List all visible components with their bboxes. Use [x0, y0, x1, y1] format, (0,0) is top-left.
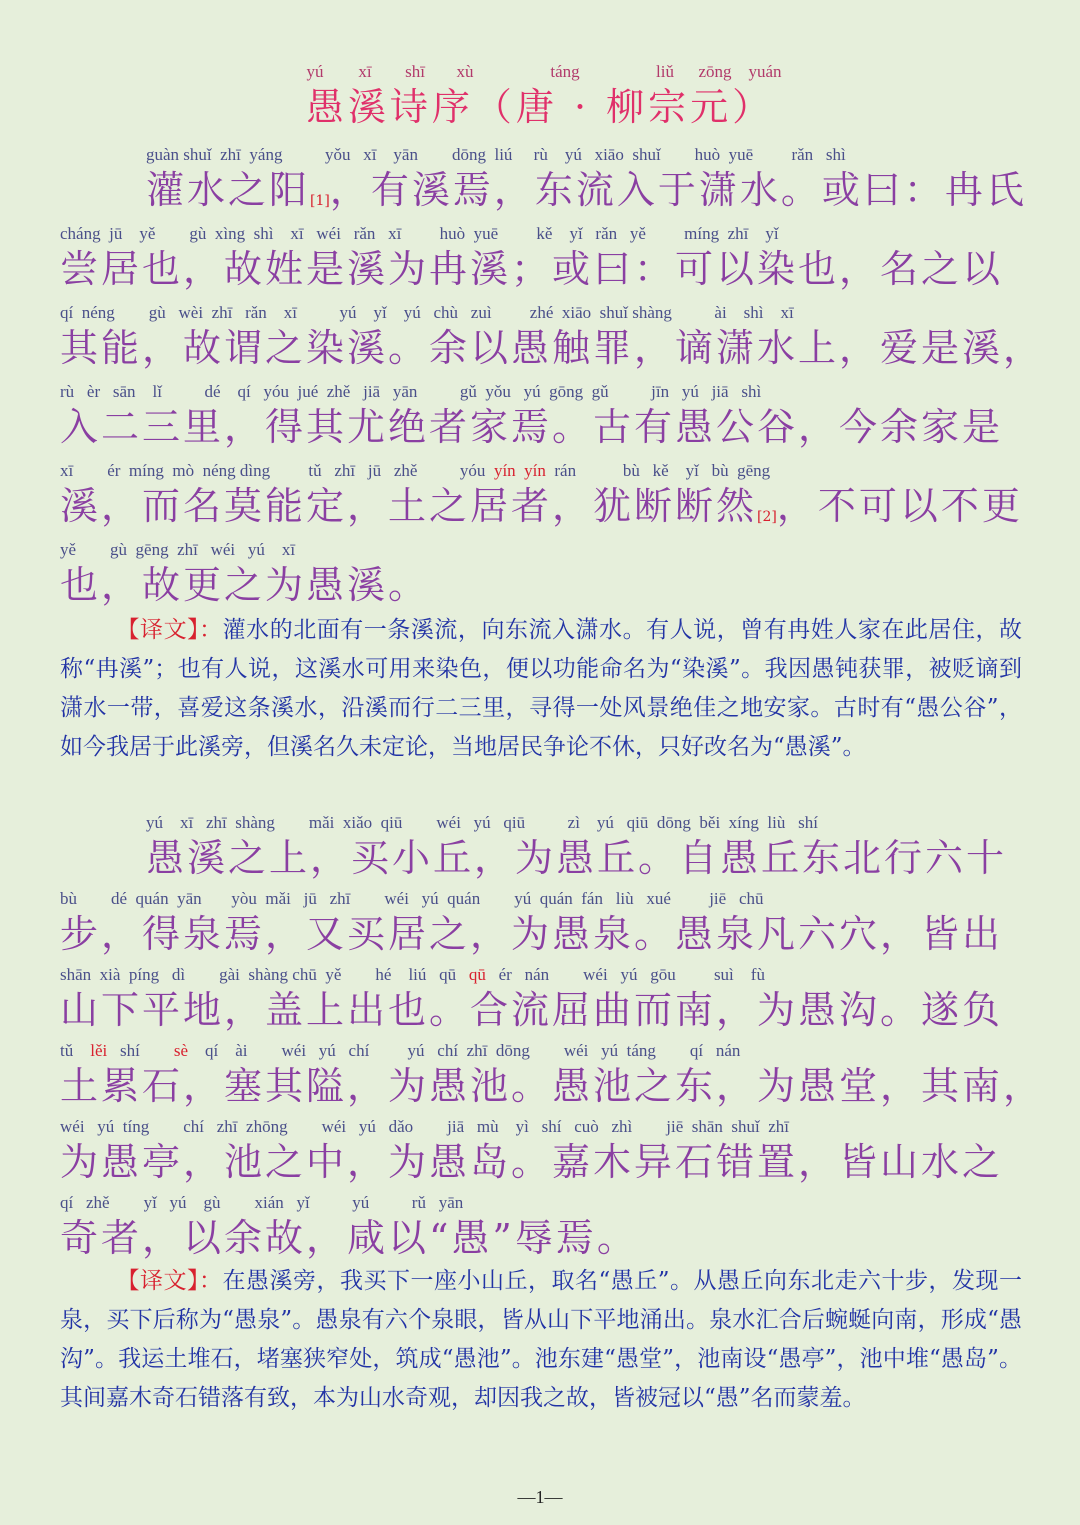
pinyin-line: rù èr sān lǐ dé qí yóu jué zhě jiā yān gǔ yǒu yú gōng gǔ jīn yú jiā shì: [60, 382, 762, 401]
title-block: [0, 62, 1080, 130]
pinyin-line: shān xià píng dì gài shàng chū yě hé liú qū qū ér nán wéi yú gōu suì fù: [60, 965, 765, 984]
line-segment: 灌水之阳[1]，有溪焉，东流入于潇水。或曰：冉氏: [146, 168, 1027, 212]
verse-line: [60, 813, 1022, 881]
classical-line: 尝居也，故姓是溪为冉溪；或曰：可以染也，名之以: [60, 247, 1004, 291]
classical-line: 山下平地，盖上出也。合流屈曲而南，为愚沟。遂负: [60, 988, 1004, 1032]
title-pinyin-syllable: liǔ: [656, 62, 674, 81]
classical-line: [60, 167, 1027, 224]
verse-line: [60, 1117, 1022, 1185]
title-pinyin-syllable: shī: [405, 62, 425, 81]
translation-label: 【译文】：: [116, 617, 223, 643]
classical-line: 土累石，塞其隘，为愚池。愚池之东，为愚堂，其南，: [60, 1064, 1045, 1108]
translation-text: 灌水的北面有一条溪流，向东流入潇水。有人说，曾有冉姓人家在此居住，故称“冉溪”；也有人说，这溪水可用来染色，便以功能命名为“染溪”。我因愚钝获罪，被贬谪到潇水一带，喜爱这条溪水，沿溪而行二三里，寻得一处风景绝佳之地安家。古时有“愚公谷”，如今我居于此溪旁，但溪名久未定论，当地居民争论不休，只好改名为“愚溪”。: [60, 617, 1023, 760]
verse-line: [60, 965, 1022, 1033]
classical-line: 入二三里，得其尤绝者家焉。古有愚公谷，今余家是: [60, 405, 1004, 449]
verse-line: [60, 1041, 1045, 1109]
classical-line: 溪，而名莫能定，土之居者，犹断断然[2]，不可以不更: [60, 484, 1023, 528]
title-pinyin-syllable: táng: [550, 62, 580, 81]
page-number: —1—: [517, 1487, 563, 1507]
pinyin-line: guàn shuǐ zhī yáng yǒu xī yān dōng liú rù yú xiāo shuǐ huò yuē rǎn shì: [146, 145, 846, 164]
title-pinyin-syllable: [490, 62, 540, 84]
verse-line: [60, 382, 1022, 450]
classical-line: 为愚亭，池之中，为愚岛。嘉木异石错置，皆山水之: [60, 1140, 1004, 1184]
classical-line: 愚溪之上，买小丘，为愚丘。自愚丘东北行六十: [146, 836, 1008, 880]
translation-paragraph: [60, 1262, 1022, 1418]
pinyin-line: bù dé quán yān yòu mǎi jū zhī wéi yú quán yú quán fán liù xué jiē chū: [60, 889, 764, 908]
classical-line: 其能，故谓之染溪。余以愚触罪，谪潇水上，爱是溪，: [60, 326, 1045, 370]
pinyin-line: yě gù gēng zhī wéi yú xī: [60, 540, 296, 559]
title-pinyin-syllable: xī: [358, 62, 372, 81]
verse-line: [60, 224, 1022, 292]
pinyin-line: cháng jū yě gù xìng shì xī wéi rǎn xī huò yuē kě yǐ rǎn yě míng zhī yǐ: [60, 224, 779, 243]
title-pinyin-syllable: yuán: [748, 62, 782, 81]
translation-text: 在愚溪旁，我买下一座小山丘，取名“愚丘”。从愚丘向东北走六十步，发现一泉，买下后称为“愚泉”。愚泉有六个泉眼，皆从山下平地涌出。泉水汇合后蜿蜒向南，形成“愚沟”。我运土堆石，堵塞狭窄处，筑成“愚池”。池东建“愚堂”，池南设“愚亭”，池中堆“愚岛”。其间嘉木奇石错落有致，本为山水奇观，却因我之故，皆被冠以“愚”名而蒙羞。: [60, 1268, 1022, 1411]
classical-line: 也，故更之为愚溪。: [60, 563, 430, 607]
page-title: 愚溪诗序（唐 · 柳宗元）: [305, 85, 775, 129]
footnote-2[interactable]: [2]: [757, 509, 777, 525]
translation-label: 【译文】：: [116, 1268, 223, 1294]
verse-line: [60, 145, 1027, 224]
verse-line: [60, 540, 1022, 608]
title-pinyin: [0, 62, 1080, 84]
title-pinyin-syllable: zōng: [698, 62, 732, 81]
pinyin-line: qí zhě yǐ yú gù xián yǐ yú rǔ yān: [60, 1193, 464, 1212]
verse-line: [60, 1193, 1022, 1261]
classical-line: 奇者，以余故，咸以“愚”辱焉。: [60, 1216, 638, 1260]
title-pinyin-syllable: [590, 62, 640, 84]
pinyin-line: qí néng gù wèi zhī rǎn xī yú yǐ yú chù zuì zhé xiāo shuǐ shàng ài shì xī: [60, 303, 794, 322]
title-pinyin-syllable: yú: [306, 62, 324, 81]
pinyin-line: xī ér míng mò néng dìng tǔ zhī jū zhě yóu yín yín rán bù kě yǐ bù gēng: [60, 461, 771, 480]
verse-line: [60, 303, 1045, 371]
verse-line: [60, 889, 1022, 957]
pinyin-line: wéi yú tíng chí zhī zhōng wéi yú dǎo jiā mù yì shí cuò zhì jiē shān shuǐ zhī: [60, 1117, 790, 1136]
classical-line: 步，得泉焉，又买居之，为愚泉。愚泉凡六穴，皆出: [60, 912, 1004, 956]
title-pinyin-syllable: xù: [456, 62, 474, 81]
pinyin-line: tǔ lěi shí sè qí ài wéi yú chí yú chí zhī dōng wéi yú táng qí nán: [60, 1041, 741, 1060]
translation-paragraph: [60, 611, 1022, 767]
footnote-1[interactable]: [1]: [310, 193, 330, 209]
verse-line: [60, 461, 1022, 540]
pinyin-line: yú xī zhī shàng mǎi xiǎo qiū wéi yú qiū zì yú qiū dōng běi xíng liù shí: [146, 813, 818, 832]
